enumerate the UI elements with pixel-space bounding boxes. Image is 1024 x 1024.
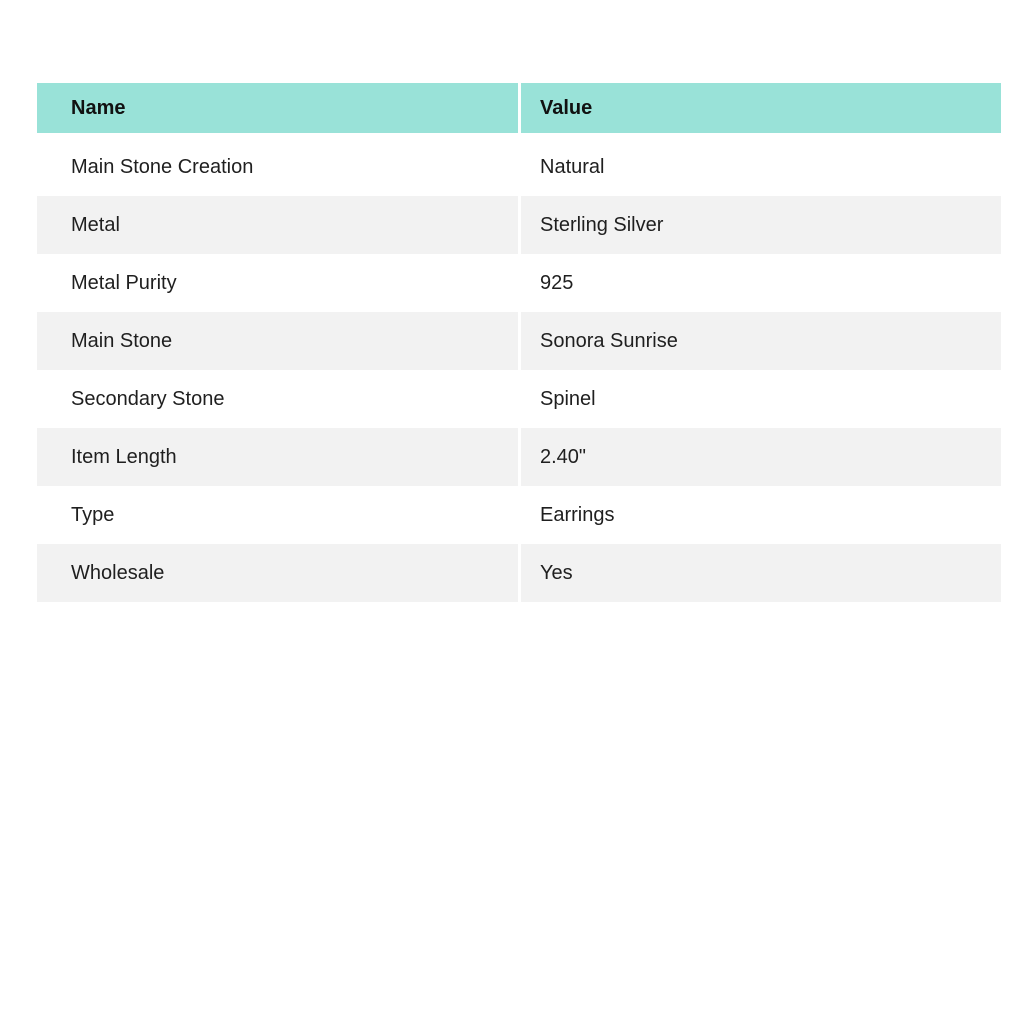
row-name-cell: Wholesale: [37, 544, 521, 602]
table-row: [37, 486, 1001, 544]
row-name-cell: Secondary Stone: [37, 370, 521, 428]
item-specifics-table: [37, 83, 1001, 602]
row-value-cell: Sonora Sunrise: [540, 329, 678, 352]
table-row: [37, 254, 1001, 312]
row-name-cell: Main Stone: [37, 312, 521, 370]
row-name-cell: Main Stone Creation: [37, 138, 521, 196]
column-header-value: Value: [540, 96, 593, 119]
table-row: [37, 544, 1001, 602]
row-name-cell: Item Length: [37, 428, 521, 486]
table-header-row: [37, 83, 1001, 133]
row-value-cell: 925: [540, 271, 574, 294]
table-row: [37, 312, 1001, 370]
row-value-cell: Sterling Silver: [540, 213, 664, 236]
row-value-cell: Spinel: [540, 387, 596, 410]
row-value-cell: Natural: [540, 155, 605, 178]
row-name-cell: Metal: [37, 196, 521, 254]
table-row: [37, 428, 1001, 486]
column-header-name: Name: [37, 83, 521, 133]
row-value-cell: Yes: [540, 561, 573, 584]
row-value-cell: 2.40": [540, 445, 587, 468]
table-row: [37, 370, 1001, 428]
row-value-cell: Earrings: [540, 503, 615, 526]
table-row: [37, 138, 1001, 196]
table-row: [37, 196, 1001, 254]
row-name-cell: Metal Purity: [37, 254, 521, 312]
row-name-cell: Type: [37, 486, 521, 544]
table-body: [37, 138, 1001, 602]
